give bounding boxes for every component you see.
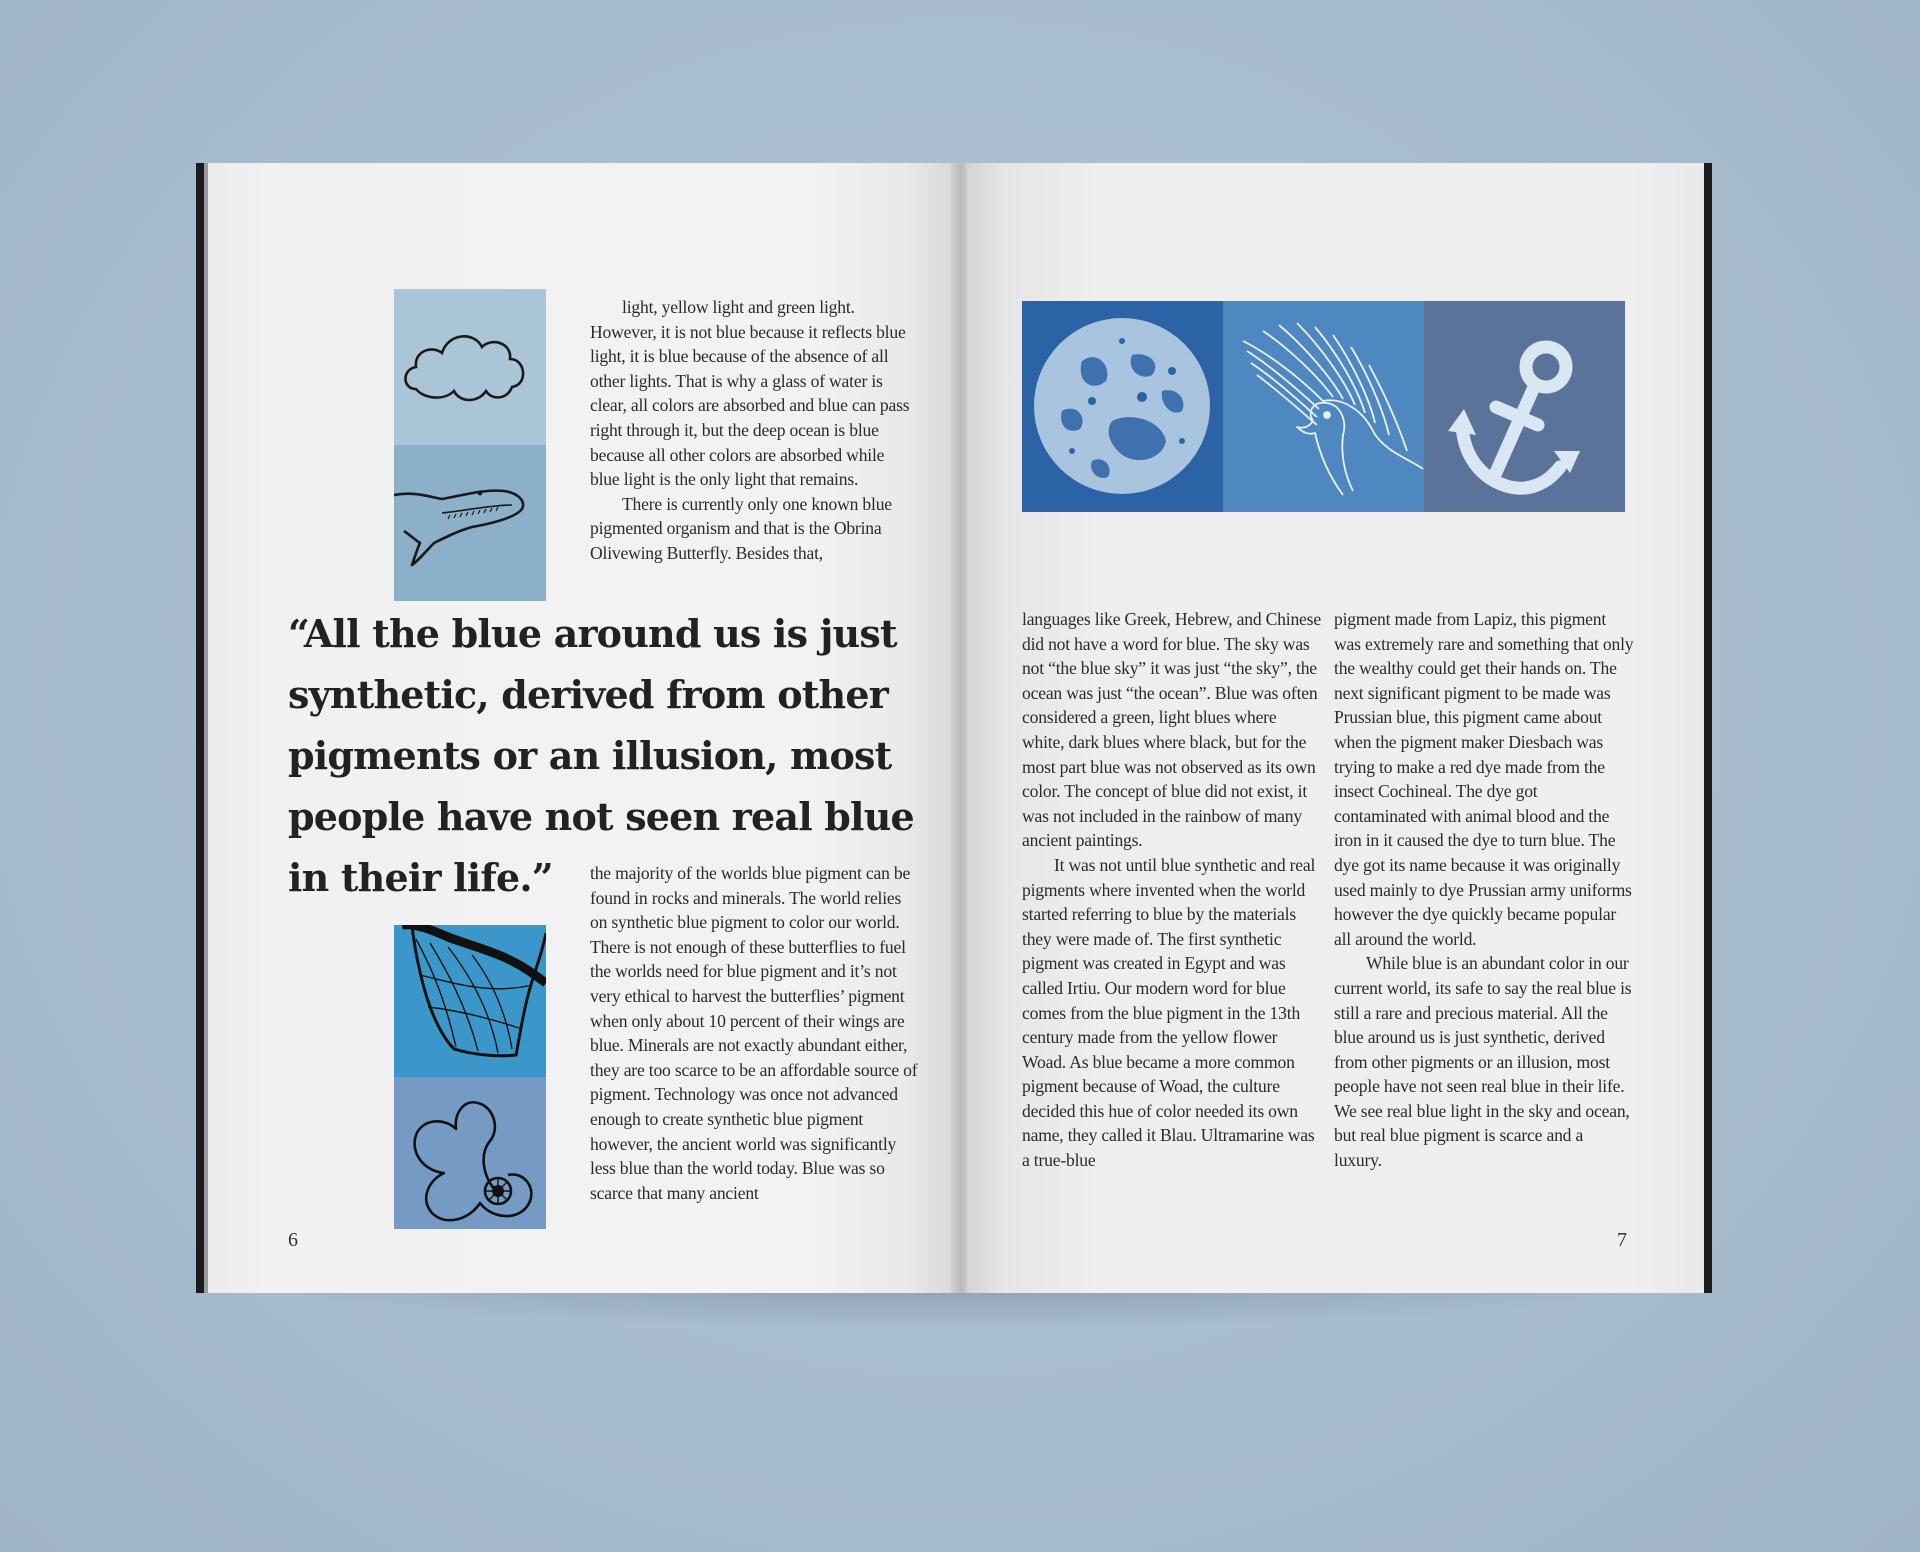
- anchor-illustration: [1424, 301, 1625, 512]
- column-left-text: [1022, 607, 1322, 1173]
- column-right-text: [1334, 607, 1634, 1173]
- butterfly-wing-icon: [394, 925, 546, 1077]
- bird-icon: [1223, 301, 1424, 512]
- column-top-text: [590, 295, 910, 566]
- anchor-icon: [1424, 301, 1625, 512]
- flower-illustration: [394, 1077, 546, 1229]
- whale-illustration: [394, 445, 546, 601]
- flower-icon: [394, 1077, 546, 1229]
- pull-quote: “All the blue around us is just synthetic, derived from other pigments or an illusion, most people have not seen real blue in their life.”: [288, 611, 914, 900]
- bird-illustration: [1223, 301, 1424, 512]
- moon-icon: [1022, 301, 1223, 512]
- paragraph: It was not until blue synthetic and real pigments where invented when the world started referring to blue by the materials they were made of. The first synthetic pigment was created in Egypt and was called Irtiu. Our modern word for blue comes from the blue pigment in the 13th century made from the yellow flower Woad. As blue became a more common pigment because of Woad, the culture decided this hue of color needed its own name, they called it Blau. Ultramarine was a true-blue: [1022, 854, 1316, 1171]
- right-page: [967, 163, 1712, 1293]
- paragraph: languages like Greek, Hebrew, and Chinese did not have a word for blue. The sky was not “the blue sky” it was just “the sky”, the ocean was just “the ocean”. Blue was often considered a green, light blues where white, dark blues where black, but for the most part blue was not observed as its own color. The concept of blue did not exist, it was not included in the rainbow of many ancient paintings.: [1022, 609, 1321, 851]
- cloud-illustration: [394, 289, 546, 445]
- column-bottom-text: [590, 861, 920, 1205]
- paragraph: pigment made from Lapiz, this pigment was extremely rare and something that only the wealthy could get their hands on. The next significant pigment to be made was Prussian blue, this pigment came about when the pigment maker Diesbach was trying to make a red dye made from the insect Cochineal. The dye got contaminated with animal blood and the iron in it caused the dye to turn blue. The dye got its name because it was originally used mainly to dye Prussian army uniforms however the dye quickly became popular all around the world.: [1334, 609, 1634, 949]
- page-number: 6: [288, 1229, 298, 1251]
- open-magazine: [196, 163, 1704, 1293]
- paragraph: While blue is an abundant color in our current world, its safe to say the real blue is still a rare and precious material. All the blue around us is just synthetic, derived from other pigments or an illusion, most people have not seen real blue in their life. We see real blue light in the sky and ocean, but real blue pigment is scarce and a luxury.: [1334, 953, 1632, 1171]
- moon-illustration: [1022, 301, 1223, 512]
- paragraph: light, yellow light and green light. However, it is not blue because it reflects blue light, it is blue because of the absence of all other lights. That is why a glass of water is clear, all colors are absorbed and blue can pass right through it, but the deep ocean is blue because all other colors are absorbed while blue light is the only light that remains.: [590, 297, 910, 490]
- cloud-icon: [394, 289, 546, 445]
- page-number: 7: [1617, 1229, 1627, 1251]
- butterfly-wing-illustration: [394, 925, 546, 1077]
- paragraph: the majority of the worlds blue pigment can be found in rocks and minerals. The world relies on synthetic blue pigment to color our world. There is not enough of these butterflies to fuel the worlds need for blue pigment and it’s not very ethical to harvest the butterflies’ pigment when only about 10 percent of their wings are blue. Minerals are not exactly abundant either, they are too scarce to be an affordable source of pigment. Technology was once not advanced enough to create synthetic blue pigment however, the ancient world was significantly less blue than the world today. Blue was so scarce that many ancient: [590, 863, 918, 1203]
- left-page: [196, 163, 959, 1293]
- whale-icon: [394, 445, 546, 601]
- paragraph: There is currently only one known blue pigmented organism and that is the Obrina Olivewing Butterfly. Besides that,: [590, 493, 892, 563]
